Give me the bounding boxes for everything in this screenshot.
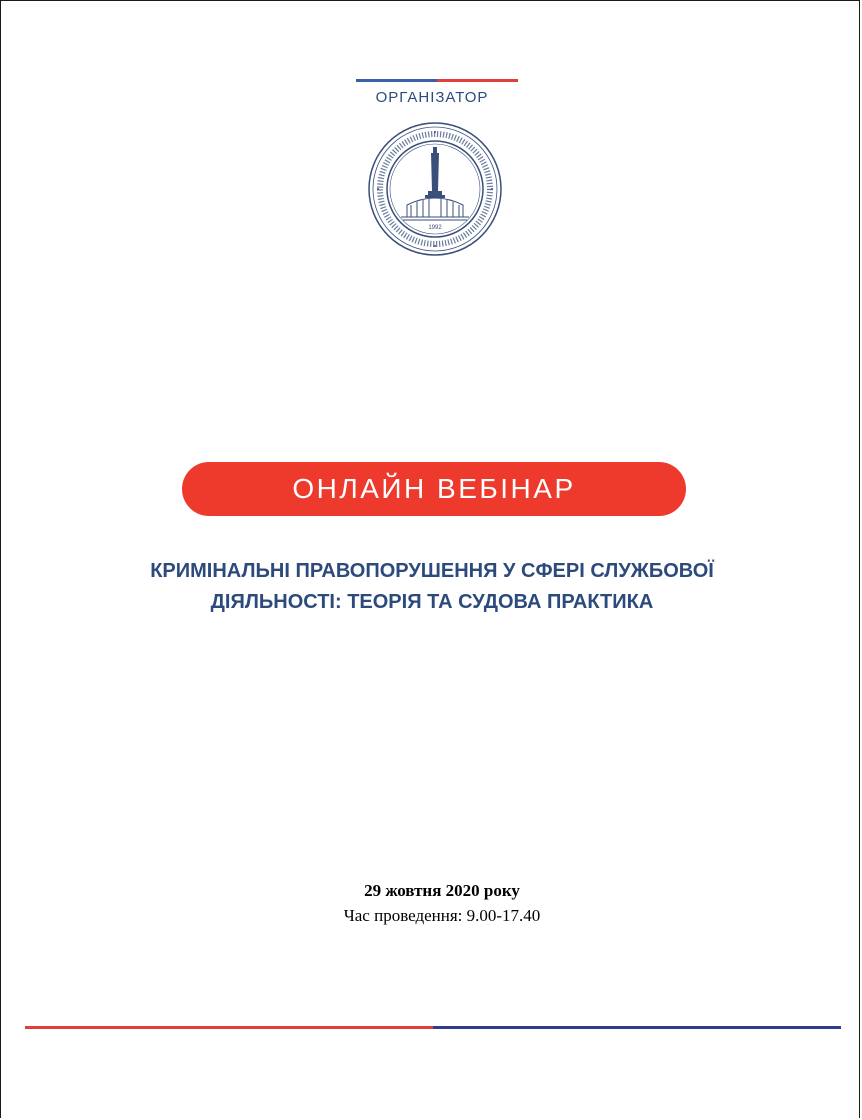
organizer-label: ОРГАНІЗАТОР	[375, 89, 489, 106]
event-title	[61, 556, 803, 618]
bottom-divider-blue	[433, 1026, 841, 1029]
event-time: Час проведення: 9.00-17.40	[343, 906, 541, 925]
top-divider-red	[437, 79, 518, 82]
bottom-divider-red	[25, 1026, 433, 1029]
top-divider-blue	[356, 79, 437, 82]
event-title-line-2: ДІЯЛЬНОСТІ: ТЕОРІЯ ТА СУДОВА ПРАКТИКА	[210, 591, 654, 613]
event-title-line-1: КРИМІНАЛЬНІ ПРАВОПОРУШЕННЯ У СФЕРІ СЛУЖБОВОЇ	[150, 560, 714, 582]
event-date: 29 жовтня 2020 року	[364, 881, 520, 900]
institution-seal-icon	[367, 121, 503, 257]
svg-text:1992: 1992	[428, 225, 442, 231]
online-webinar-label: ОНЛАЙН ВЕБІНАР	[292, 473, 576, 504]
bottom-divider	[25, 1026, 841, 1029]
top-divider	[356, 79, 518, 82]
online-webinar-badge	[182, 462, 686, 516]
